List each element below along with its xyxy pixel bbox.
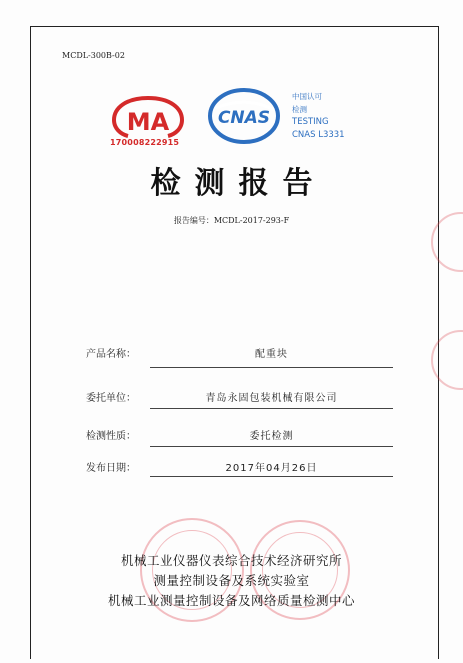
field-value: 配重块 <box>255 349 288 360</box>
field-underline <box>150 446 393 447</box>
field-label: 检测性质： <box>86 431 136 442</box>
field-label: 产品名称： <box>86 349 136 360</box>
field-underline <box>150 367 393 368</box>
page-title: 检测报告 <box>150 166 327 201</box>
field-label: 发布日期： <box>86 463 136 474</box>
document-code: MCDL-300B-02 <box>62 51 125 60</box>
issuer-name: 机械工业仪器仪表综合技术经济研究所 <box>120 553 342 568</box>
cnas-logo-text: CNAS <box>217 108 271 128</box>
cnas-caption-line: 中国认可 <box>292 92 322 101</box>
cma-logo-text: MA <box>126 108 170 136</box>
field-underline <box>150 408 393 409</box>
cma-certificate-number: 170008222915 <box>110 138 180 147</box>
cnas-caption-line: CNAS L3331 <box>292 130 345 140</box>
field-value: 2017年04月26日 <box>225 463 318 474</box>
issuer-name: 测量控制设备及系统实验室 <box>153 573 310 588</box>
cnas-caption-line: 检测 <box>292 105 307 114</box>
cnas-logo-icon <box>204 86 284 146</box>
issuer-name: 机械工业测量控制设备及网络质量检测中心 <box>107 593 355 608</box>
field-value: 委托检测 <box>249 431 294 442</box>
cnas-caption-line: TESTING <box>292 117 329 127</box>
report-number: 报告编号：MCDL-2017-293-F <box>173 216 290 225</box>
field-label: 委托单位： <box>86 393 136 404</box>
field-value: 青岛永固包装机械有限公司 <box>205 393 338 404</box>
cnas-caption <box>292 90 382 142</box>
field-underline <box>150 476 393 477</box>
